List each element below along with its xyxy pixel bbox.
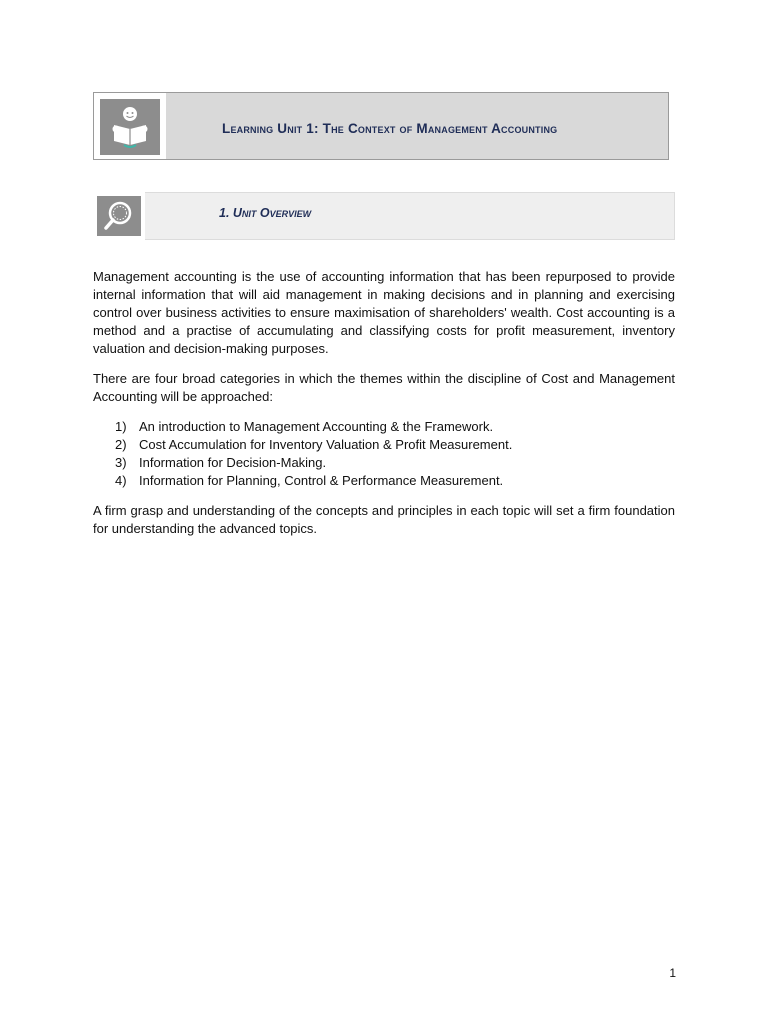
list-item: 1) An introduction to Management Accounting & the Framework. (115, 419, 494, 434)
unit-header (93, 92, 669, 160)
section-title: 1. Unit Overview (219, 206, 312, 220)
section-header (93, 192, 675, 240)
unit-icon-frame (94, 93, 166, 159)
intro-paragraph: Management accounting is the use of accounting information that has been repurposed to provide internal information that will aid management in making decisions and in planning and exercising control over business activities to ensure maximisation of shareholders' wealth. Cost accounting is a method and a practise of accumulating and classifying costs for profit measurement, inventory valuation and decision-making purposes. (93, 269, 675, 356)
page-number: 1 (669, 966, 676, 980)
magnifying-glass-icon (97, 196, 141, 236)
conclusion-paragraph: A firm grasp and understanding of the concepts and principles in each topic will set a firm foundation for understanding the advanced topics. (93, 503, 675, 536)
list-item: 3) Information for Decision-Making. (115, 455, 327, 470)
document-body (93, 268, 675, 550)
unit-title: Learning Unit 1: The Context of Management Accounting (222, 121, 558, 136)
list-item: 4) Information for Planning, Control & Performance Measurement. (115, 473, 504, 488)
reading-person-icon (100, 99, 160, 155)
list-item: 2) Cost Accumulation for Inventory Valuation & Profit Measurement. (115, 437, 513, 452)
categories-list (93, 418, 675, 490)
section-icon-frame (93, 192, 145, 240)
categories-paragraph: There are four broad categories in which the themes within the discipline of Cost and Management Accounting will be approached: (93, 371, 675, 404)
